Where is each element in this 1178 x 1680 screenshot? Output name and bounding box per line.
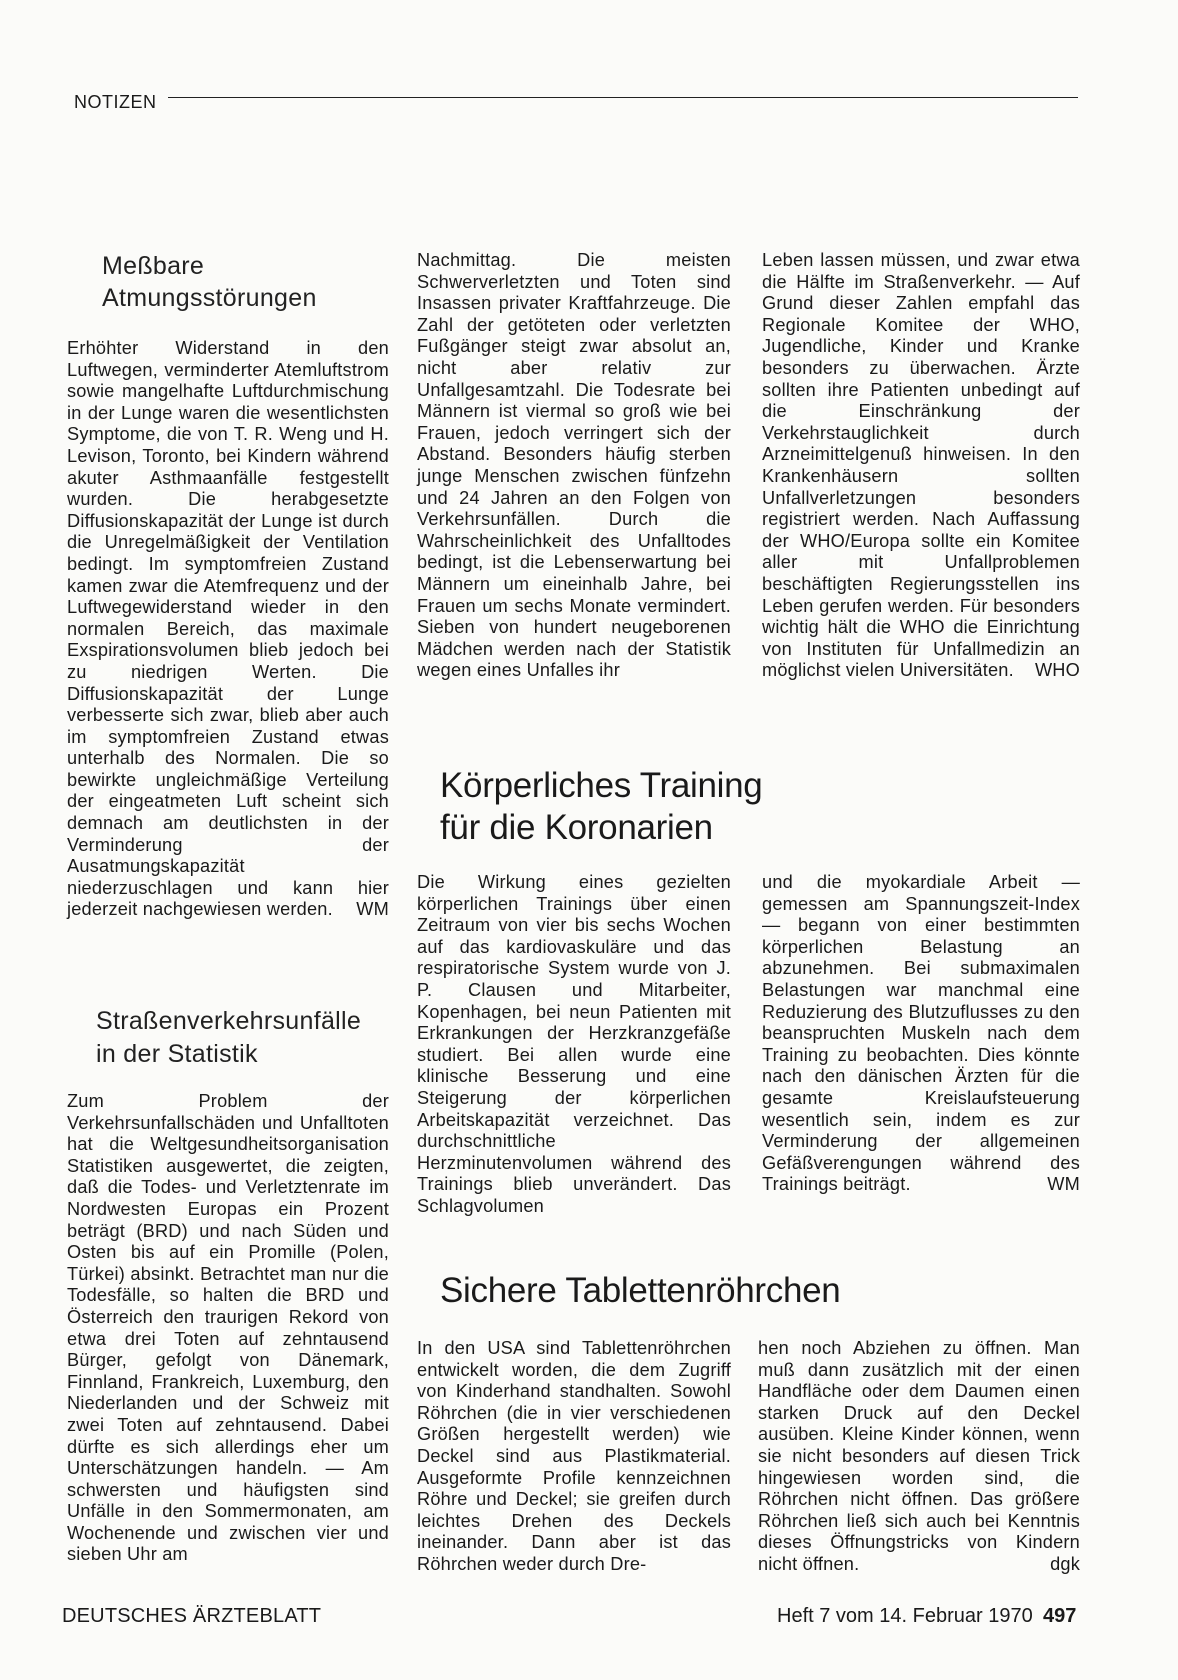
article1-title-line1: Meßbare	[102, 252, 205, 280]
article3-author: WM	[1047, 1174, 1080, 1195]
article3-body-col1: Die Wirkung eines gezielten körperlichen Trainings über einen Zeitraum von vier bis sechs Wochen auf das kardiovaskuläre und das respiratorische System wurde von J. P. Clausen und Mitarbeiter, Kopenhagen, bei neun Patienten mit Erkrankungen der Herzkranzgefäße studiert. Bei allen wurde eine klinische Besserung und eine Steigerung der körperlichen Arbeitskapazität verzeichnet. Das durchschnittliche Herzminutenvolumen während des Trainings blieb unverändert. Das Schlagvolumen	[417, 872, 731, 1216]
article4-body-col2	[758, 1338, 1080, 1576]
article3-body-col2	[762, 872, 1080, 1196]
footer-issue: Heft 7 vom 14. Februar 1970	[777, 1605, 1033, 1627]
article2-author: WHO	[1034, 660, 1080, 681]
header-rule	[168, 97, 1078, 98]
article3-title-line2: für die Koronarien	[440, 808, 713, 847]
article2-body-col2: Nachmittag. Die meisten Schwerverletzten und Toten sind Insassen privater Kraftfahrzeuge. Die Zahl der getöteten oder verletzten Fußgänger steigt zwar absolut an, nicht aber relativ zur Unfallgesamtzahl. Die Todesrate bei Männern ist viermal so groß wie bei Frauen, jedoch verringert sich der Abstand. Besonders häufig sterben junge Menschen zwischen fünfzehn und 24 Jahren an den Folgen von Verkehrsunfällen. Durch die Wahrscheinlichkeit des Unfalltodes bedingt, ist die Lebenserwartung bei Männern um eineinhalb Jahre, bei Frauen um sechs Monate vermindert. Sieben von hundert neugeborenen Mädchen werden nach der Statistik wegen eines Unfalles ihr	[417, 250, 731, 681]
article2-title-line1: Straßenverkehrsunfälle	[96, 1007, 362, 1035]
article3-title-line1: Körperliches Training	[440, 766, 763, 805]
footer-page-number: 497	[1043, 1605, 1077, 1627]
article2-body-col3-text: Leben lassen müssen, und zwar etwa die Hälfte im Straßenverkehr. — Auf Grund dieser Zahlen empfahl das Regionale Komitee der WHO, Jugendliche, Kinder und Kranke besonders zu überwachen. Ärzte sollten ihre Patienten unbedingt auf die Einschränkung der Verkehrstauglichkeit durch Arzneimittelgenuß hinweisen. In den Krankenhäusern sollten Unfallverletzungen besonders registriert werden. Nach Auffassung der WHO/Europa sollte ein Komitee aller mit Unfallproblemen beschäftigten Regierungsstellen ins Leben gerufen werden. Für besonders wichtig hält die WHO die Einrichtung von Instituten für Unfallmedizin an möglichst vielen Universitäten.	[762, 250, 1080, 681]
article3-body-col2-text: und die myokardiale Arbeit — gemessen am Spannungszeit-Index — begann von einer bestimmten körperlichen Belastung an abzunehmen. Bei submaximalen Belastungen war manchmal eine Reduzierung des Blutzuflusses zu den beanspruchten Muskeln nach dem Training zu beobachten. Dies könnte nach den dänischen Ärzten für die gesamte Kreislaufsteuerung wesentlich sein, indem es zur Verminderung der allgemeinen Gefäßverengungen während des Trainings beiträgt.	[762, 872, 1080, 1195]
article2-body-col1: Zum Problem der Verkehrsunfallschäden und Unfalltoten hat die Weltgesundheitsorganisation Statistiken ausgewertet, die zeigten, daß die Todes- und Verletztenrate im Nordwesten Europas ein Prozent beträgt (BRD) und nach Süden und Osten bis auf ein Promille (Polen, Türkei) absinkt. Betrachtet man nur die Todesfälle, so halten die BRD und Österreich den traurigen Rekord von etwa drei Toten auf zehntausend Bürger, gefolgt von Dänemark, Finnland, Frankreich, Luxemburg, den Niederlanden und der Schweiz mit zwei Toten auf zehntausend. Dabei dürfte es sich allerdings eher um Unterschätzungen handeln. — Am schwersten und häufigsten sind Unfälle in den Sommermonaten, am Wochenende und zwischen vier und sieben Uhr am	[67, 1091, 389, 1565]
footer-journal: DEUTSCHES ÄRZTEBLATT	[62, 1605, 322, 1627]
section-label: NOTIZEN	[74, 92, 157, 112]
article2-title-line2: in der Statistik	[96, 1040, 258, 1068]
article4-author: dgk	[1050, 1553, 1080, 1574]
article1-body	[67, 338, 389, 921]
article4-body-col1: In den USA sind Tablettenröhrchen entwickelt worden, die dem Zugriff von Kinderhand standhalten. Sowohl Röhrchen (die in vier verschiedenen Größen hergestellt werden) wie Deckel sind aus Plastikmaterial. Ausgeformte Profile kennzeichnen Röhre und Deckel; sie greifen durch leichtes Drehen des Deckels ineinander. Dann aber ist das Röhrchen weder durch Dre-	[417, 1338, 731, 1574]
article4-title: Sichere Tablettenröhrchen	[440, 1271, 841, 1310]
article2-body-col3	[762, 250, 1080, 682]
article1-body-text: Erhöhter Widerstand in den Luftwegen, verminderter Atemluftstrom sowie mangelhafte Luftdurchmischung in der Lunge waren die wesentlichsten Symptome, die von T. R. Weng und H. Levison, Toronto, bei Kindern während akuter Asthmaanfälle festgestellt wurden. Die herabgesetzte Diffusionskapazität der Lunge ist durch die Unregelmäßigkeit der Ventilation bedingt. Im symptomfreien Zustand kamen zwar die Atemfrequenz und der Luftwegewiderstand wieder in den normalen Bereich, das maximale Exspirationsvolumen blieb jedoch bei zu niedrigen Werten. Die Diffusionskapazität der Lunge verbesserte sich zwar, blieb aber auch im symptomfreien Zustand etwas unterhalb des Normalen. Die so bewirkte ungleichmäßige Verteilung der eingeatmeten Luft scheint sich demnach am deutlichsten in der Verminderung der Ausatmungskapazität niederzuschlagen und kann hier jederzeit nachgewiesen werden.	[67, 338, 389, 920]
article1-title-line2: Atmungsstörungen	[102, 284, 317, 312]
article4-body-col2-text: hen noch Abziehen zu öffnen. Man muß dann zusätzlich mit der einen Handfläche oder dem Daumen einen starken Druck auf den Deckel ausüben. Kleine Kinder können, wenn sie nicht besonders auf diesen Trick hingewiesen worden sind, die Röhrchen nicht öffnen. Das größere Röhrchen ließ sich auch bei Kenntnis dieses Öffnungstricks von Kindern nicht öffnen.	[758, 1338, 1080, 1574]
article1-author: WM	[356, 899, 389, 920]
